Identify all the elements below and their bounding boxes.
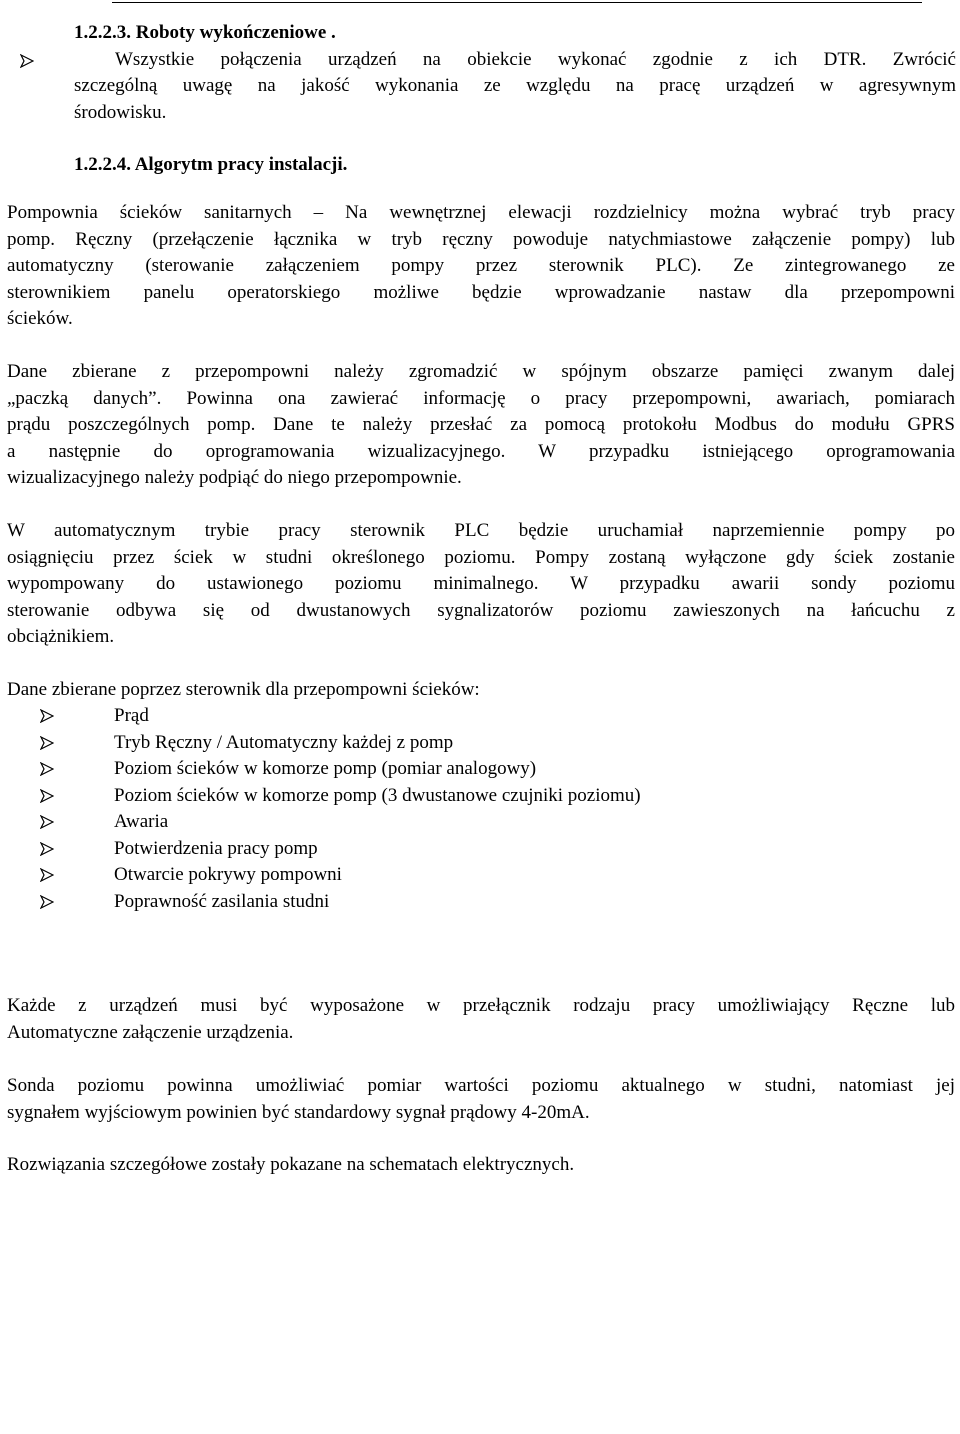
list-item: Awaria — [40, 809, 641, 836]
paragraph-dane-zbierane: Dane zbierane z przepompowni należy zgromadzić w spójnym obszarze pamięci zwanym dalej „paczką danych”. Powinna ona zawierać informację o pracy przepompowni, awariach, pomiarach prądu poszczególnych pomp. Dane te należy przesłać za pomocą protokołu Modbus do modułu GPRS a następnie do oprogramowania wizualizacyjnego. W przypadku istniejącego oprogramowania wizualizacyjnego należy podpiąć do niego przepompownie. — [7, 361, 955, 488]
bullet-arrow-icon — [40, 815, 54, 829]
heading-roboty: 1.2.2.3. Roboty wykończeniowe . — [74, 22, 336, 43]
bullet-arrow-icon — [40, 895, 54, 909]
data-list — [40, 703, 641, 915]
list-item: Poziom ścieków w komorze pomp (3 dwustanowe czujniki poziomu) — [40, 783, 641, 810]
paragraph-pompownia: Pompownia ścieków sanitarnych – Na wewnętrznej elewacji rozdzielnicy można wybrać tryb pracy pomp. Ręczny (przełączenie łącznika w tryb ręczny powoduje natychmiastowe załączenie pompy) lub automatyczny (sterowanie załączeniem pompy przez sterownik PLC). Ze zintegrowanego ze sterownikiem panelu operatorskiego możliwe będzie wprowadzanie nastaw dla przepompowni ścieków. — [7, 202, 955, 329]
bullet-line-3: środowisku. — [74, 102, 167, 123]
bullet-arrow-icon — [40, 762, 54, 776]
bullet-arrow-icon — [40, 736, 54, 750]
bullet-line-1: Wszystkie połączenia urządzeń na obiekcie wykonać zgodnie z ich DTR. Zwrócić — [115, 49, 956, 70]
list-item: Potwierdzenia pracy pomp — [40, 836, 641, 863]
paragraph-kazde-urzadzenie: Każde z urządzeń musi być wyposażone w przełącznik rodzaju pracy umożliwiający Ręczne lub Automatyczne załączenie urządzenia. — [7, 995, 955, 1043]
list-item: Prąd — [40, 703, 641, 730]
list-item: Otwarcie pokrywy pompowni — [40, 862, 641, 889]
list-item: Poziom ścieków w komorze pomp (pomiar analogowy) — [40, 756, 641, 783]
list-item: Poprawność zasilania studni — [40, 889, 641, 916]
top-rule — [112, 2, 922, 3]
bullet-arrow-icon — [40, 709, 54, 723]
paragraph-rozwiazania: Rozwiązania szczegółowe zostały pokazane na schematach elektrycznych. — [7, 1154, 575, 1175]
bullet-line-2: szczególną uwagę na jakość wykonania ze względu na pracę urządzeń w agresywnym — [74, 75, 956, 96]
paragraph-automatyczny-tryb: W automatycznym trybie pracy sterownik PLC będzie uruchamiał naprzemiennie pompy po osiągnięciu przez ściek w studni określonego poziomu. Pompy zostaną wyłączone gdy ściek zostanie wypompowany do ustawionego poziomu minimalnego. W przypadku awarii sondy poziomu sterowanie odbywa się od dwustanowych sygnalizatorów poziomu zawieszonych na łańcuchu z obciążnikiem. — [7, 520, 955, 647]
heading-algorytm: 1.2.2.4. Algorytm pracy instalacji. — [74, 154, 348, 175]
bullet-arrow-icon — [40, 868, 54, 882]
list-intro: Dane zbierane poprzez sterownik dla przepompowni ścieków: — [7, 679, 480, 700]
list-item: Tryb Ręczny / Automatyczny każdej z pomp — [40, 730, 641, 757]
paragraph-sonda-poziomu: Sonda poziomu powinna umożliwiać pomiar wartości poziomu aktualnego w studni, natomiast jej sygnałem wyjściowym powinien być standardowy sygnał prądowy 4-20mA. — [7, 1075, 955, 1123]
bullet-arrow-icon — [20, 47, 36, 74]
bullet-arrow-icon — [40, 789, 54, 803]
bullet-arrow-icon — [40, 842, 54, 856]
